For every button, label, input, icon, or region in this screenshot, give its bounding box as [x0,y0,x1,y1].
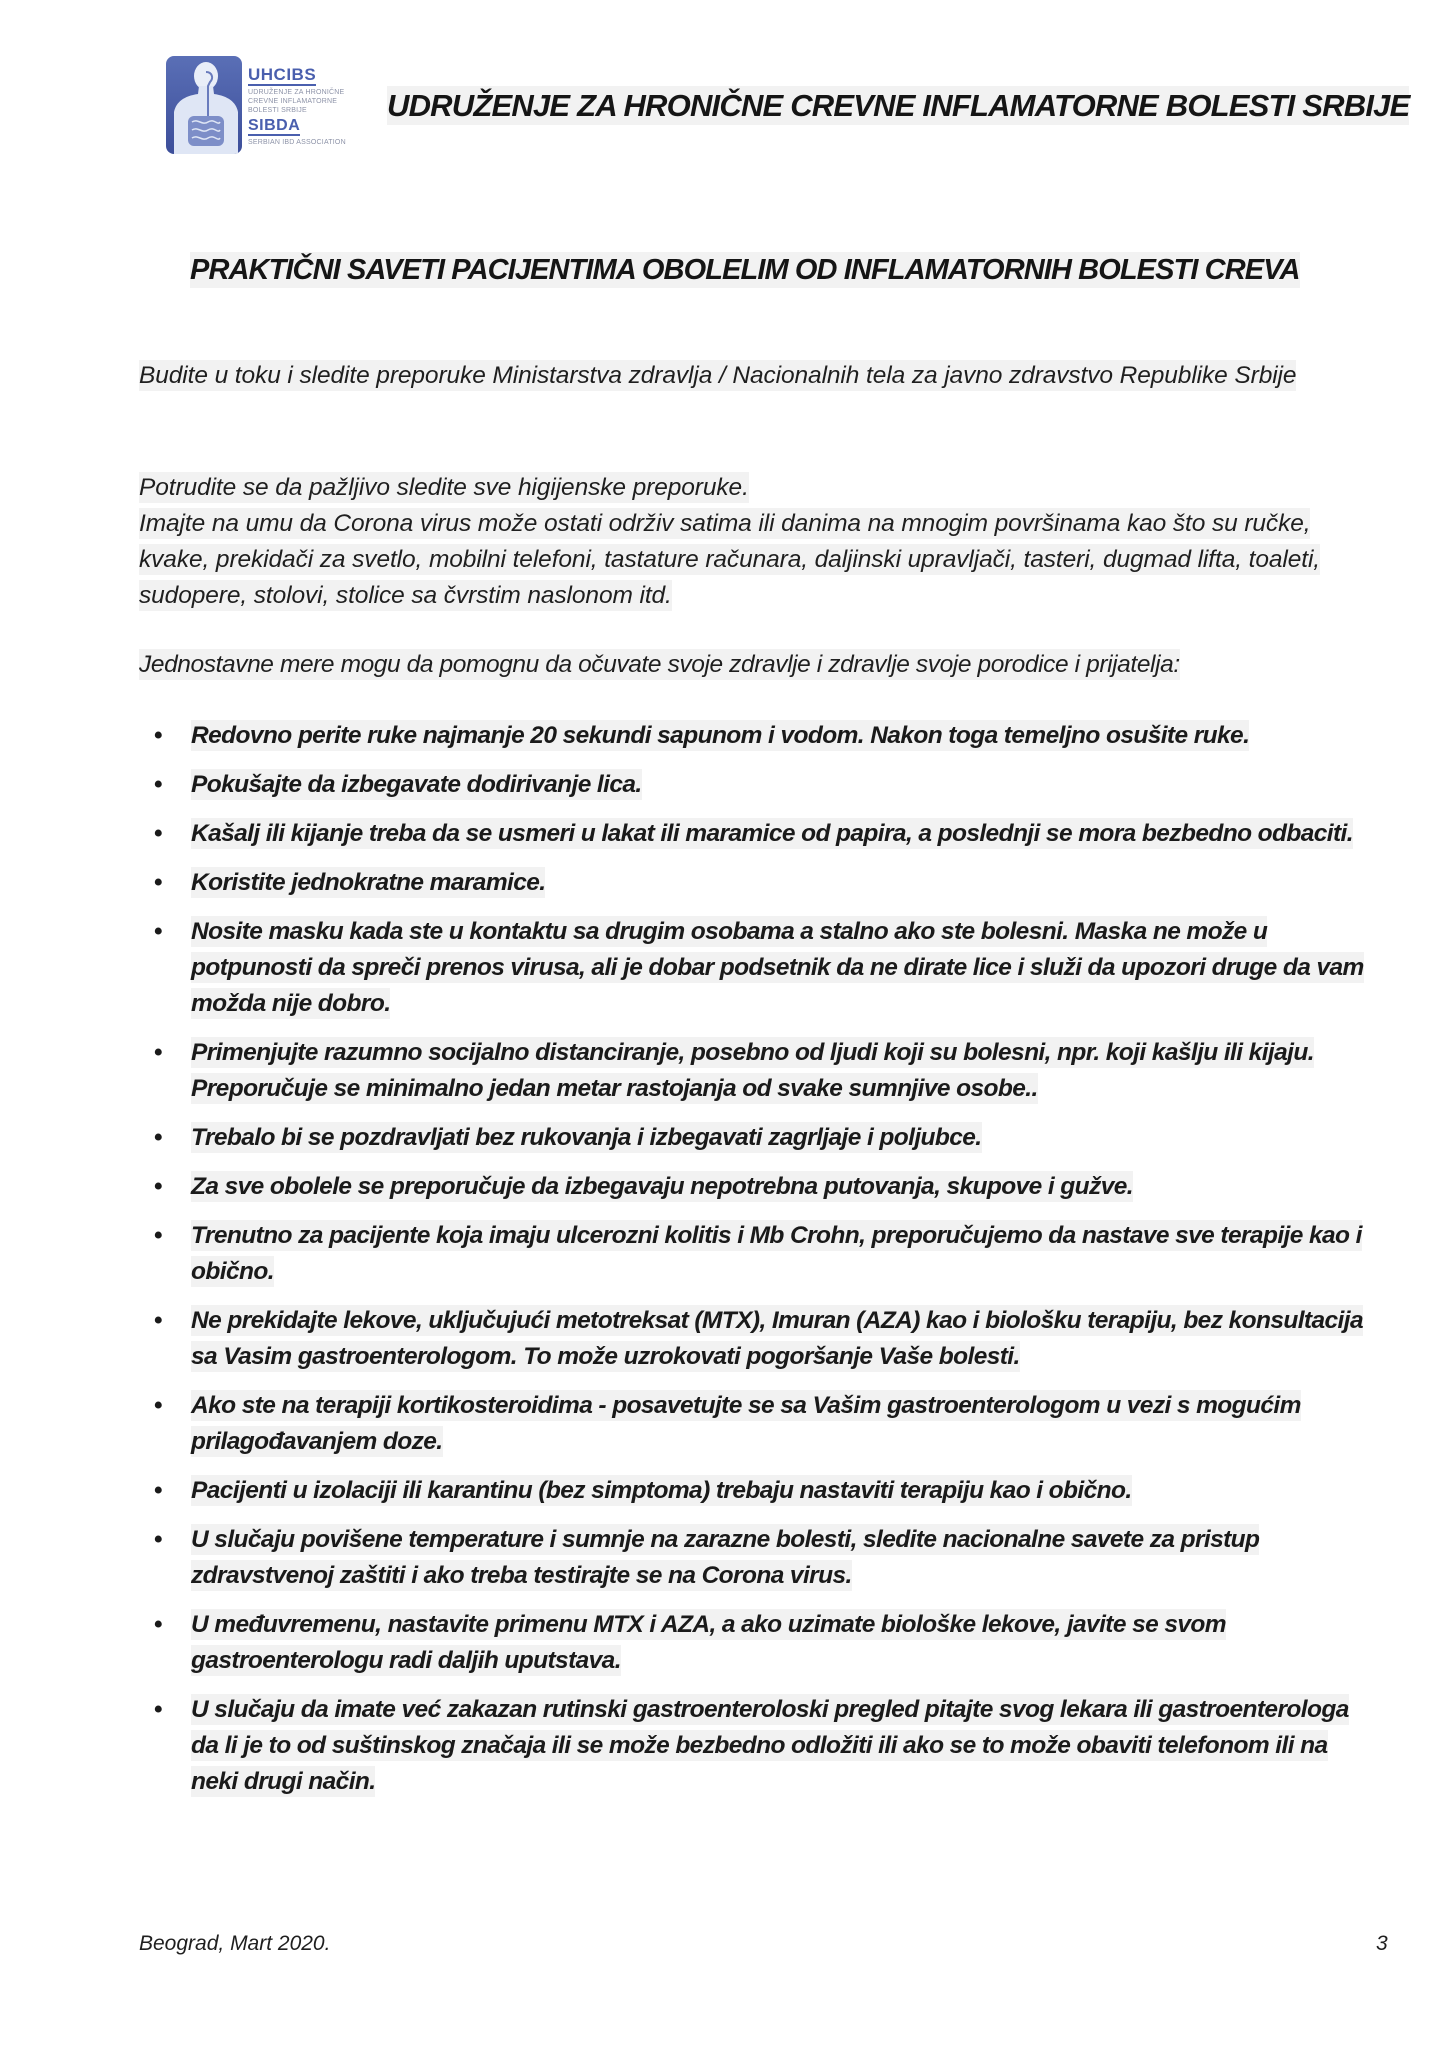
list-item [139,816,1379,852]
logo-name-en: SERBIAN IBD ASSOCIATION [248,139,346,146]
logo-acronym-local: UHCIBS [248,65,317,84]
list-item [139,1169,1379,1205]
bullet-icon: • [154,1222,162,1249]
bullet-icon: • [154,1696,162,1723]
bullet-icon: • [154,1526,162,1553]
list-item [139,1692,1379,1800]
list-item [139,1607,1379,1679]
bullet-icon: • [154,869,162,896]
list-item-text: Trebalo bi se pozdravljati bez rukovanja i izbegavati zagrljaje i poljubce. [191,1124,982,1151]
digestive-system-icon [166,56,242,154]
paragraph-text: Budite u toku i sledite preporuke Ministarstva zdravlja / Nacionalnih tela za javno zdravstvo Republike Srbije [139,362,1297,389]
list-item-text: Trenutno za pacijente koja imaju ulcerozni kolitis i Mb Crohn, preporučujemo da nastave sve terapije kao i obično. [191,1222,1362,1285]
bullet-icon: • [154,1307,162,1334]
paragraph-hygiene [139,470,1369,614]
list-item [139,914,1379,1022]
list-item-text: Pacijenti u izolaciji ili karantinu (bez simptoma) trebaju nastaviti terapiju kao i obično. [191,1477,1132,1504]
document-title-text: PRAKTIČNI SAVETI PACIJENTIMA OBOLELIM OD INFLAMATORNIH BOLESTI CREVA [190,254,1300,286]
page-number: 3 [1376,1932,1388,1955]
bullet-icon: • [154,1173,162,1200]
list-item-text: Redovno perite ruke najmanje 20 sekundi sapunom i vodom. Nakon toga temeljno osušite ruke. [191,722,1250,749]
list-item [139,1120,1379,1156]
bullet-icon: • [154,1611,162,1638]
organization-title [387,88,1409,124]
list-item-text: U slučaju da imate već zakazan rutinski gastroenteroloski pregled pitajte svog lekara ili gastroenterologa da li je to od suštinskog značaja ili se može bezbedno odložiti ili ako se to može obaviti telefonom ili na neki drugi način. [191,1696,1349,1795]
paragraph-simple-measures [139,647,1369,683]
list-item-text: Ne prekidajte lekove, uključujući metotreksat (MTX), Imuran (AZA) kao i biološku terapiju, bez konsultacija sa Vasim gastroenterologom. To može uzrokovati pogoršanje Vaše bolesti. [191,1307,1363,1370]
bullet-icon: • [154,1124,162,1151]
footer-place-date: Beograd, Mart 2020. [139,1932,331,1955]
logo-acronym-en: SIBDA [248,117,301,134]
list-item-text: Ako ste na terapiji kortikosteroidima - posavetujte se sa Vašim gastroenterologom u vezi s mogućim prilagođavanjem doze. [191,1392,1301,1455]
list-item [139,767,1379,803]
paragraph-text: Imajte na umu da Corona virus može ostati održiv satima ili danima na mnogim površinama kao što su ručke, kvake, prekidači za svetlo, mobilni telefoni, tastature računara, daljinski upravljači, tasteri, dugmad lifta, toaleti, sudopere, stolovi, stolice sa čvrstim naslonom itd. [139,510,1321,609]
bullet-icon: • [154,1039,162,1066]
bullet-icon: • [154,1392,162,1419]
list-item [139,1035,1379,1107]
list-item-text: Za sve obolele se preporučuje da izbegavaju nepotrebna putovanja, skupove i gužve. [191,1173,1133,1200]
list-item [139,1303,1379,1375]
paragraph-text: Potrudite se da pažljivo sledite sve higijenske preporuke. [139,474,749,501]
list-item [139,865,1379,901]
logo-name-local-line: BOLESTI SRBIJE [248,107,307,114]
list-item-text: U slučaju povišene temperature i sumnje na zarazne bolesti, sledite nacionalne savete za pristup zdravstvenoj zaštiti i ako treba testirajte se na Corona virus. [191,1526,1260,1589]
list-item-text: U međuvremenu, nastavite primenu MTX i AZA, a ako uzimate biološke lekove, javite se svom gastroenterologu radi daljih uputstava. [191,1611,1226,1674]
list-item [139,1218,1379,1290]
list-item [139,718,1379,754]
paragraph-text: Jednostavne mere mogu da pomognu da očuvate svoje zdravlje i zdravlje svoje porodice i prijatelja: [139,651,1180,678]
logo-name-local-line: UDRUŽENJE ZA HRONIČNE [248,89,345,96]
list-item-text: Koristite jednokratne maramice. [191,869,546,896]
paragraph-recommendations [139,358,1369,394]
bullet-icon: • [154,820,162,847]
logo-text-block [248,66,368,147]
bullet-icon: • [154,918,162,945]
list-item [139,1388,1379,1460]
document-title [190,254,1300,287]
organization-logo [166,56,366,160]
list-item [139,1473,1379,1509]
list-item [139,1522,1379,1594]
list-item-text: Kašalj ili kijanje treba da se usmeri u lakat ili maramice od papira, a poslednji se mora bezbedno odbaciti. [191,820,1353,847]
list-item-text: Nosite masku kada ste u kontaktu sa drugim osobama a stalno ako ste bolesni. Maska ne može u potpunosti da spreči prenos virusa, ali je dobar podsetnik da ne dirate lice i služi da upozori druge da vam možda nije dobro. [191,918,1364,1017]
bullet-icon: • [154,1477,162,1504]
logo-name-local-line: CREVNE INFLAMATORNE [248,98,338,105]
advice-list [139,718,1379,1813]
organization-title-text: UDRUŽENJE ZA HRONIČNE CREVNE INFLAMATORNE BOLESTI SRBIJE [387,88,1410,123]
bullet-icon: • [154,722,162,749]
list-item-text: Pokušajte da izbegavate dodirivanje lica. [191,771,642,798]
bullet-icon: • [154,771,162,798]
list-item-text: Primenjujte razumno socijalno distanciranje, posebno od ljudi koji su bolesni, npr. koji kašlju ili kijaju. Preporučuje se minimalno jedan metar rastojanja od svake sumnjive osobe.. [191,1039,1314,1102]
